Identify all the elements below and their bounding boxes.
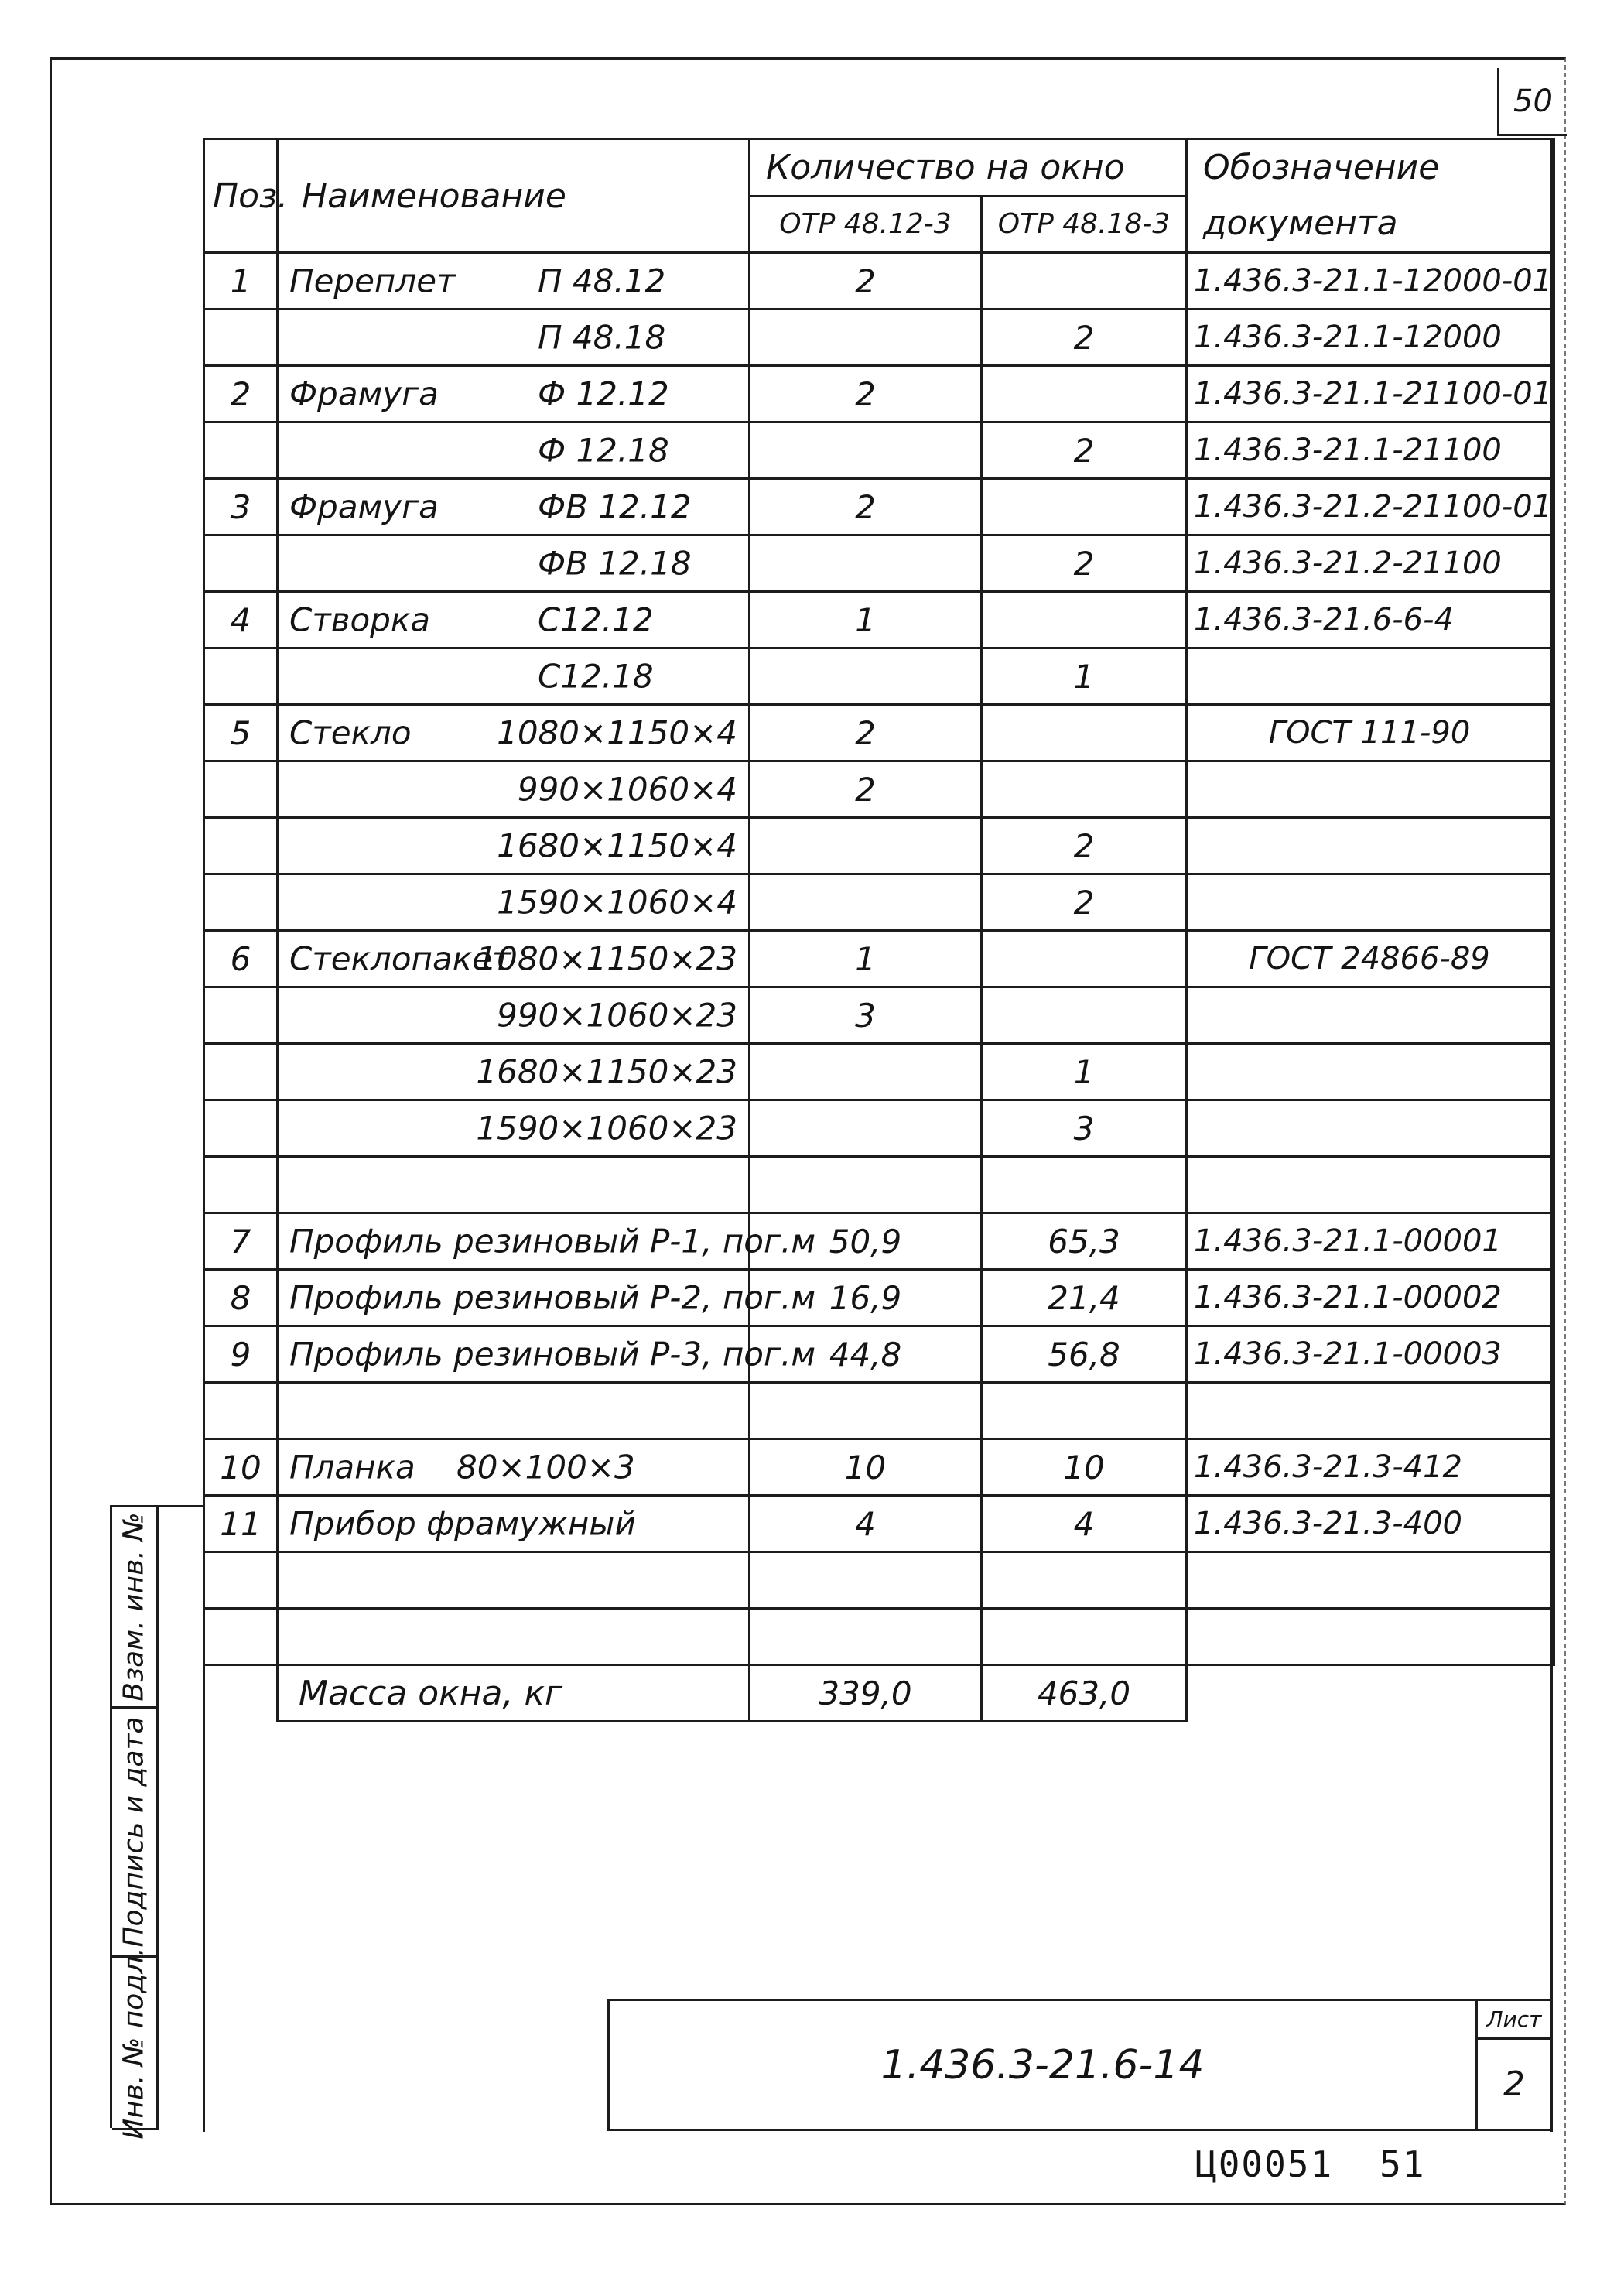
cell-pos: 7: [204, 1213, 278, 1270]
cell-pos: [204, 1157, 278, 1213]
left-signature-strip: [110, 1505, 203, 2140]
cell-pos: [204, 648, 278, 705]
cell-pos: [204, 1552, 278, 1609]
cell-qty-1: [750, 818, 982, 874]
cell-name: [278, 479, 750, 535]
cell-pos: [204, 1100, 278, 1157]
cell-qty-1: [750, 535, 982, 592]
table-row: [204, 366, 1554, 422]
cell-doc: ГОСТ 111-90: [1187, 705, 1554, 761]
cell-name: [278, 1100, 750, 1157]
header-q2: ОТР 48.18-3: [982, 196, 1187, 253]
cell-qty-2: 2: [982, 818, 1187, 874]
mass-q2: 463,0: [982, 1665, 1187, 1722]
table-row: [204, 1100, 1554, 1157]
cell-qty-1: 2: [750, 253, 982, 310]
cell-name: [278, 1552, 750, 1609]
cell-doc: [1187, 1044, 1554, 1100]
cell-name: [278, 1609, 750, 1665]
table-row: [204, 1439, 1554, 1496]
cell-pos: [204, 310, 278, 366]
cell-doc: [1187, 1609, 1554, 1665]
item-mark: 1680×1150×23: [476, 1052, 737, 1091]
item-mark: 990×1060×4: [517, 770, 737, 809]
cell-pos: [204, 1383, 278, 1439]
item-name: Профиль резиновый Р-3, пог.м: [289, 1335, 816, 1373]
cell-qty-1: 3: [750, 987, 982, 1044]
table-row: [204, 1496, 1554, 1552]
cell-doc: 1.436.3-21.1-21100: [1187, 422, 1554, 479]
cell-pos: 4: [204, 592, 278, 648]
side-label: Взам. инв. №: [118, 1512, 150, 1702]
cell-name: [278, 874, 750, 931]
cell-pos: [204, 1044, 278, 1100]
cell-qty-2: 4: [982, 1496, 1187, 1552]
cell-doc: [1187, 1100, 1554, 1157]
cell-doc: 1.436.3-21.1-21100-01: [1187, 366, 1554, 422]
cell-qty-1: [750, 648, 982, 705]
cell-name: [278, 1157, 750, 1213]
title-block: [607, 1999, 1553, 2131]
item-mark: Ф 12.12: [538, 375, 669, 413]
cell-doc: [1187, 1383, 1554, 1439]
cell-qty-2: [982, 479, 1187, 535]
table-row: [204, 761, 1554, 818]
cell-qty-2: 1: [982, 1044, 1187, 1100]
cell-name: [278, 648, 750, 705]
stamp-page: 51: [1380, 2143, 1426, 2185]
cell-pos: [204, 1609, 278, 1665]
cell-pos: 9: [204, 1326, 278, 1383]
cell-qty-2: 2: [982, 874, 1187, 931]
cell-qty-1: 44,8: [750, 1326, 982, 1383]
cell-doc: 1.436.3-21.2-21100: [1187, 535, 1554, 592]
table-row: [204, 1552, 1554, 1609]
cell-qty-1: [750, 1044, 982, 1100]
cell-pos: 3: [204, 479, 278, 535]
cell-doc: [1187, 818, 1554, 874]
cell-pos: 1: [204, 253, 278, 310]
item-mark: С12.12: [538, 600, 654, 639]
cell-pos: 11: [204, 1496, 278, 1552]
cell-qty-2: [982, 931, 1187, 987]
table-row: [204, 479, 1554, 535]
item-name: Стекло: [289, 713, 412, 752]
item-name: Профиль резиновый Р-1, пог.м: [289, 1222, 816, 1261]
cell-qty-1: [750, 1157, 982, 1213]
cell-doc: [1187, 761, 1554, 818]
cell-name: [278, 1270, 816, 1326]
cell-name: [278, 987, 750, 1044]
sheet-label: Лист: [1478, 2001, 1550, 2040]
header-name: Наименование: [278, 139, 750, 253]
side-label: Подпись и дата: [118, 1716, 151, 1948]
table-row: [204, 705, 1554, 761]
cell-name: [278, 422, 750, 479]
cell-pos: 5: [204, 705, 278, 761]
cell-doc: 1.436.3-21.3-400: [1187, 1496, 1554, 1552]
cell-name: [278, 1213, 816, 1270]
cell-name: [278, 1044, 750, 1100]
cell-doc: 1.436.3-21.1-00001: [1187, 1213, 1554, 1270]
cell-qty-2: [982, 705, 1187, 761]
table-row: [204, 1270, 1554, 1326]
item-name: Фрамуга: [289, 375, 439, 413]
item-mark: 1590×1060×23: [476, 1109, 737, 1148]
cell-qty-1: [750, 1383, 982, 1439]
cell-name: [278, 1439, 750, 1496]
cell-pos: [204, 761, 278, 818]
cell-qty-2: 2: [982, 310, 1187, 366]
item-mark: С12.18: [538, 657, 654, 696]
cell-qty-1: 16,9: [750, 1270, 982, 1326]
side-label-cell: [112, 1507, 159, 1709]
mass-q1: 339,0: [750, 1665, 982, 1722]
cell-pos: 2: [204, 366, 278, 422]
cell-pos: [204, 535, 278, 592]
cell-doc: 1.436.3-21.1-12000: [1187, 310, 1554, 366]
table-row: [204, 310, 1554, 366]
cell-doc: 1.436.3-21.3-412: [1187, 1439, 1554, 1496]
cell-name: [278, 310, 750, 366]
item-mark: 80×100×3: [456, 1448, 635, 1486]
cell-name: [278, 253, 750, 310]
cell-name: [278, 1383, 750, 1439]
cell-qty-1: 1: [750, 592, 982, 648]
cell-qty-2: 3: [982, 1100, 1187, 1157]
table-row: [204, 592, 1554, 648]
table-row: [204, 1383, 1554, 1439]
table-row: [204, 253, 1554, 310]
side-label-cell: [112, 1709, 159, 1958]
item-name: Планка: [289, 1448, 415, 1486]
cell-qty-2: [982, 1609, 1187, 1665]
cell-qty-1: 2: [750, 705, 982, 761]
item-mark: 1080×1150×4: [497, 713, 737, 752]
cell-doc: [1187, 1552, 1554, 1609]
cell-name: [278, 1326, 816, 1383]
cell-qty-2: 21,4: [982, 1270, 1187, 1326]
table-row: [204, 931, 1554, 987]
cell-qty-2: [982, 253, 1187, 310]
cell-qty-2: 65,3: [982, 1213, 1187, 1270]
specification-table: [203, 138, 1555, 1722]
item-mark: П 48.12: [538, 262, 666, 300]
stamp-code: Ц00051: [1195, 2143, 1334, 2185]
cell-qty-1: 10: [750, 1439, 982, 1496]
cell-qty-1: 4: [750, 1496, 982, 1552]
side-label-cell: [112, 1946, 159, 2140]
item-name: Профиль резиновый Р-2, пог.м: [289, 1278, 816, 1317]
cell-qty-1: [750, 874, 982, 931]
archive-stamp: [1195, 2143, 1472, 2185]
header-doc: Обозначение документа: [1187, 139, 1554, 253]
cell-name: [278, 818, 750, 874]
cell-qty-1: 2: [750, 479, 982, 535]
cell-pos: [204, 818, 278, 874]
table-row: [204, 648, 1554, 705]
cell-qty-2: 2: [982, 422, 1187, 479]
cell-qty-1: 2: [750, 366, 982, 422]
cell-pos: 10: [204, 1439, 278, 1496]
table-row: [204, 1326, 1554, 1383]
cell-qty-2: [982, 592, 1187, 648]
cell-name: [278, 1496, 750, 1552]
table-row: [204, 1157, 1554, 1213]
table-row: [204, 987, 1554, 1044]
item-mark: ФВ 12.12: [538, 487, 692, 526]
cell-qty-2: 1: [982, 648, 1187, 705]
table-row: [204, 818, 1554, 874]
cell-pos: 6: [204, 931, 278, 987]
cell-name: [278, 535, 750, 592]
item-mark: Ф 12.18: [538, 431, 669, 470]
item-mark: 1590×1060×4: [497, 883, 737, 922]
cell-doc: [1187, 874, 1554, 931]
cell-qty-2: 2: [982, 535, 1187, 592]
table-row: [204, 1609, 1554, 1665]
cell-qty-1: [750, 310, 982, 366]
cell-doc: [1187, 987, 1554, 1044]
cell-doc: 1.436.3-21.1-00003: [1187, 1326, 1554, 1383]
cell-qty-1: [750, 1100, 982, 1157]
item-mark: 1080×1150×23: [476, 939, 737, 978]
item-name: Прибор фрамужный: [289, 1504, 636, 1543]
cell-doc: 1.436.3-21.2-21100-01: [1187, 479, 1554, 535]
document-number: 1.436.3-21.6-14: [610, 2001, 1478, 2129]
cell-qty-2: 56,8: [982, 1326, 1187, 1383]
cell-qty-2: [982, 761, 1187, 818]
cell-qty-2: [982, 1157, 1187, 1213]
cell-doc: [1187, 648, 1554, 705]
cell-qty-1: [750, 1609, 982, 1665]
cell-qty-2: 10: [982, 1439, 1187, 1496]
cell-qty-2: [982, 1383, 1187, 1439]
cell-doc: ГОСТ 24866-89: [1187, 931, 1554, 987]
cell-qty-1: 50,9: [750, 1213, 982, 1270]
table-row: [204, 1044, 1554, 1100]
cell-qty-1: [750, 1552, 982, 1609]
cell-pos: [204, 874, 278, 931]
cell-qty-1: [750, 422, 982, 479]
item-mark: 1680×1150×4: [497, 826, 737, 865]
sheet-number: 2: [1503, 2065, 1525, 2104]
cell-qty-2: [982, 1552, 1187, 1609]
cell-doc: 1.436.3-21.6-6-4: [1187, 592, 1554, 648]
cell-doc: 1.436.3-21.1-00002: [1187, 1270, 1554, 1326]
cell-name: [278, 761, 750, 818]
cell-pos: 8: [204, 1270, 278, 1326]
item-name: Стеклопакет: [289, 939, 511, 978]
table-row: [204, 422, 1554, 479]
cell-qty-1: 2: [750, 761, 982, 818]
table-row: [204, 874, 1554, 931]
header-qty: Количество на окно: [750, 139, 1187, 197]
cell-pos: [204, 987, 278, 1044]
cell-doc: [1187, 1157, 1554, 1213]
table-row: [204, 1213, 1554, 1270]
mass-label: Масса окна, кг: [278, 1665, 750, 1722]
item-mark: ФВ 12.18: [538, 544, 692, 583]
item-mark: П 48.18: [538, 318, 666, 357]
table-row: [204, 535, 1554, 592]
header-pos: Поз.: [204, 139, 278, 253]
item-mark: 990×1060×23: [497, 996, 737, 1035]
cell-name: [278, 366, 750, 422]
header-q1: ОТР 48.12-3: [750, 196, 982, 253]
cell-name: [278, 931, 750, 987]
side-label: Инв. № подл.: [118, 1946, 150, 2140]
cell-name: [278, 705, 750, 761]
item-name: Фрамуга: [289, 487, 439, 526]
cell-qty-1: 1: [750, 931, 982, 987]
cell-qty-2: [982, 366, 1187, 422]
page-number: 50: [1497, 68, 1567, 136]
cell-pos: [204, 422, 278, 479]
item-name: Переплет: [289, 262, 456, 300]
item-name: Створка: [289, 600, 431, 639]
cell-qty-2: [982, 987, 1187, 1044]
cell-name: [278, 592, 750, 648]
cell-doc: 1.436.3-21.1-12000-01: [1187, 253, 1554, 310]
